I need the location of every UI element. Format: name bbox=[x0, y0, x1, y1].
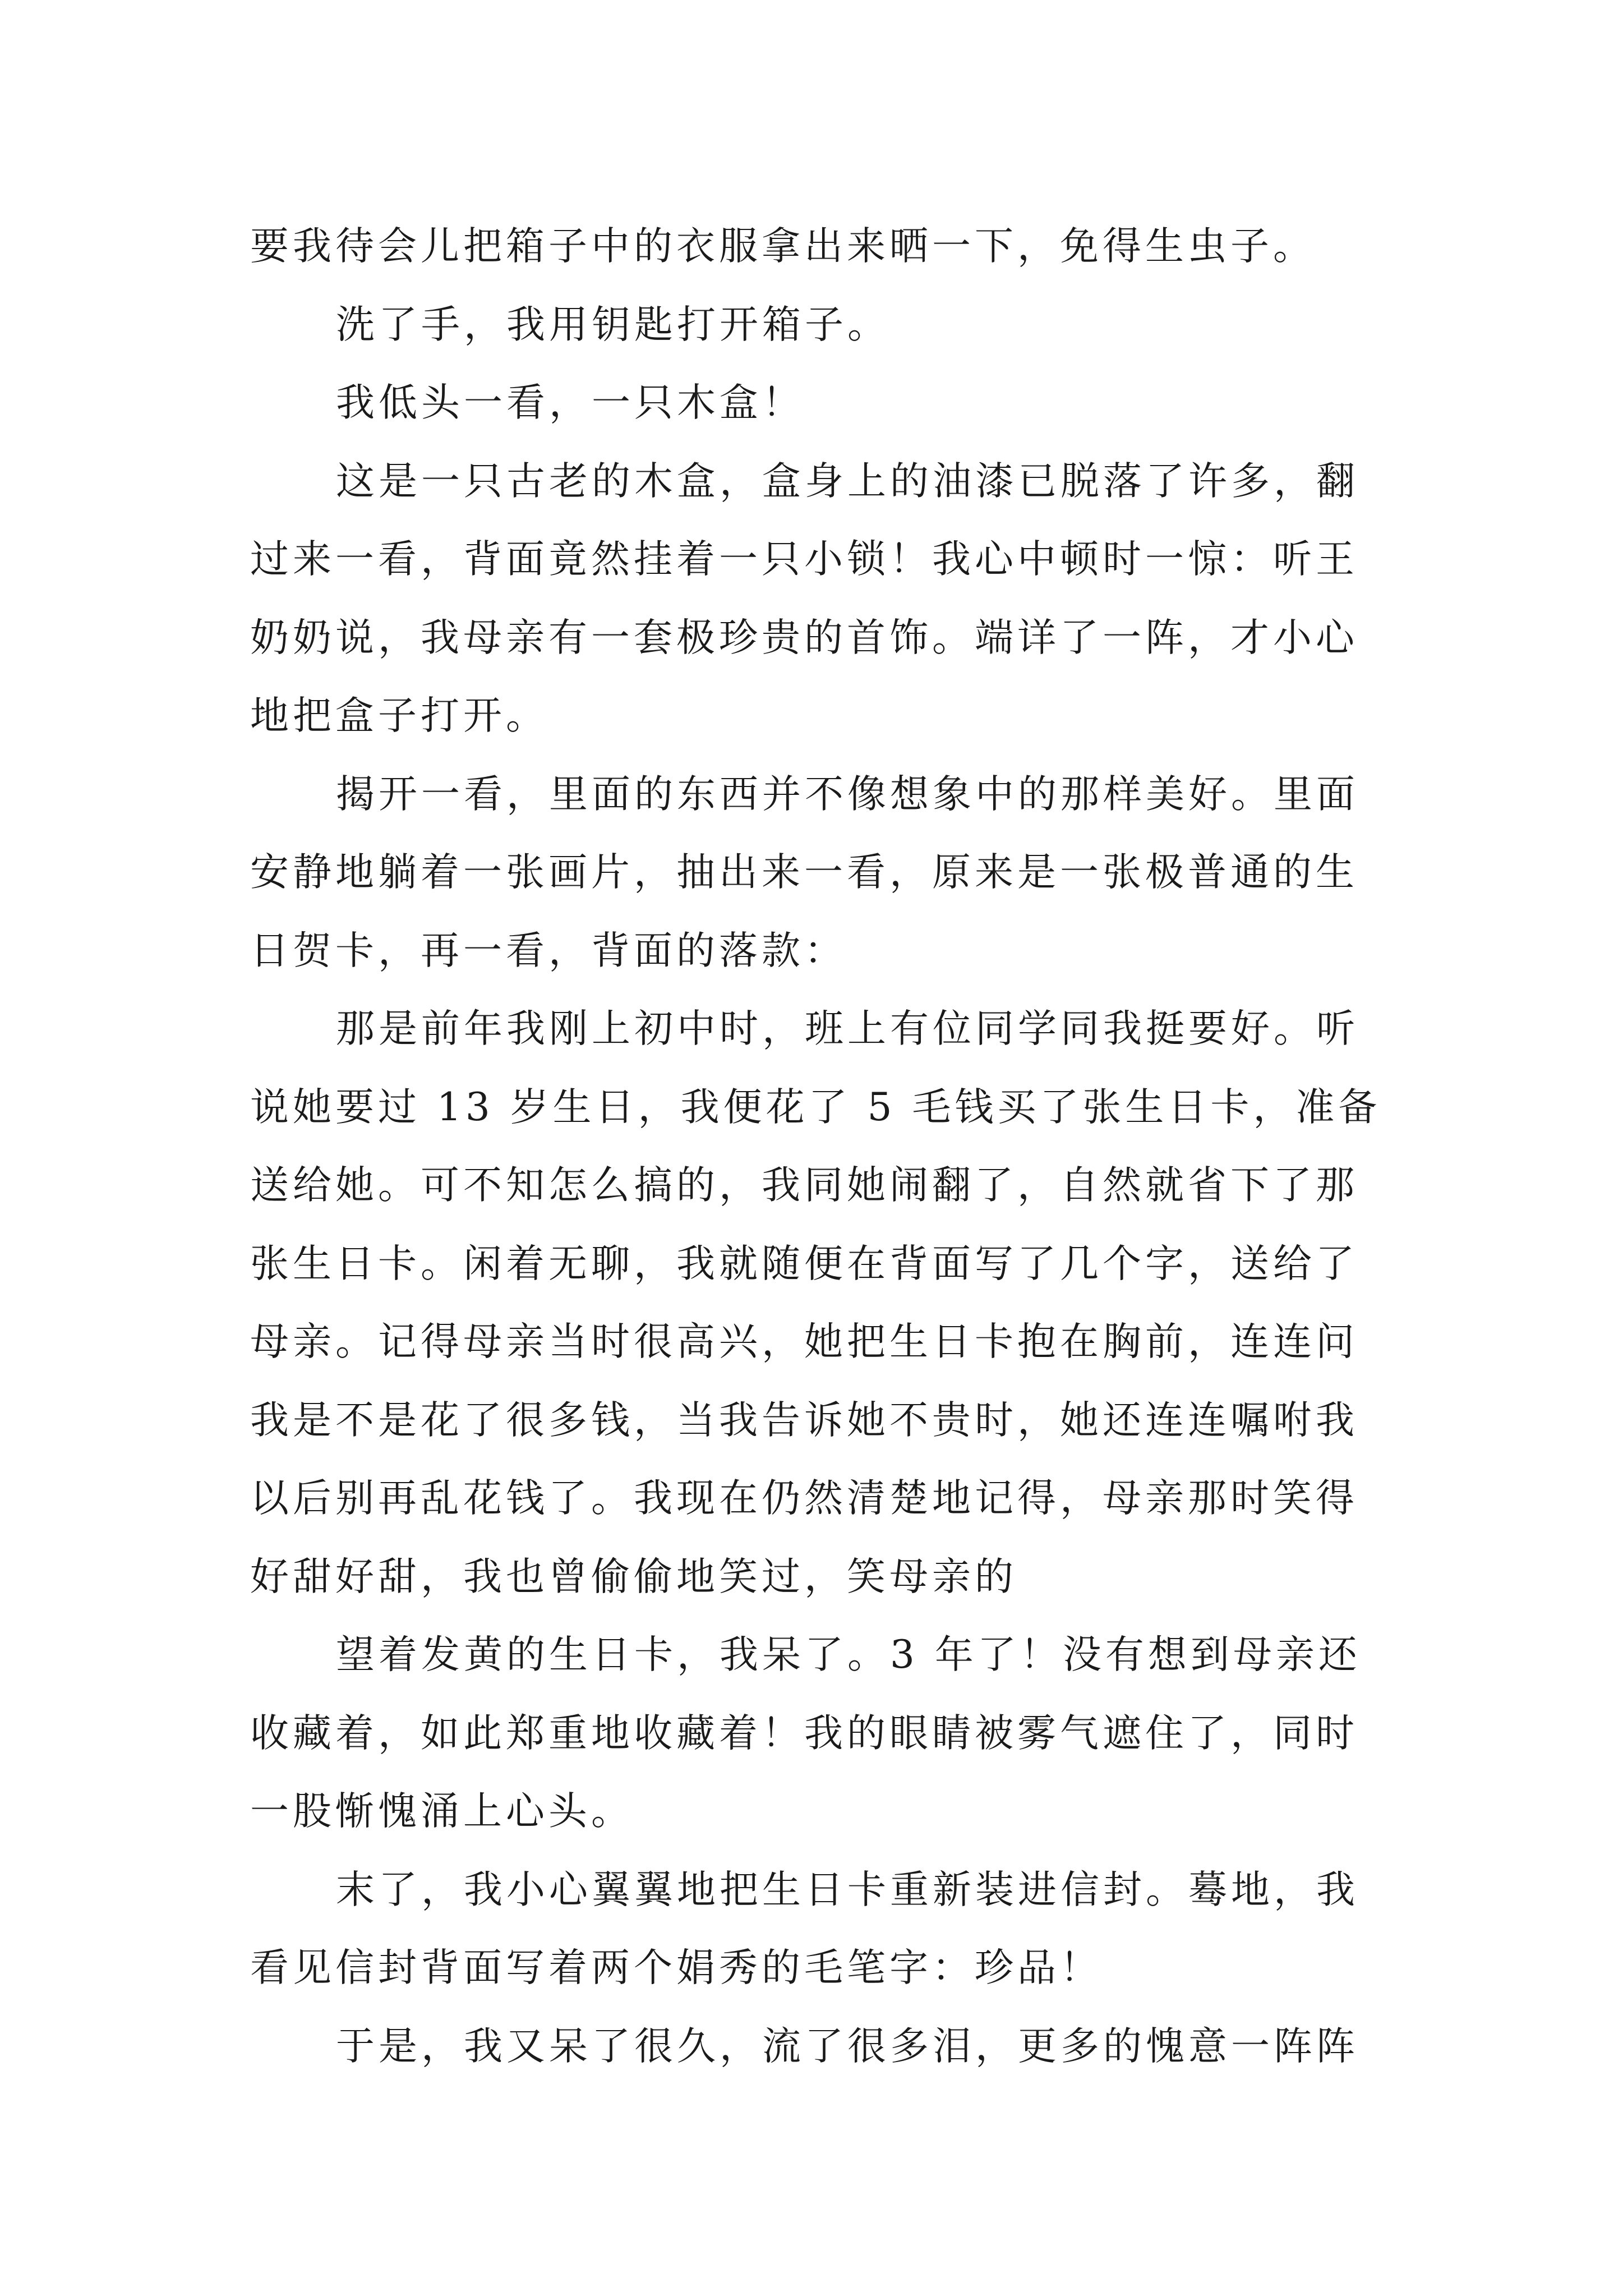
text-line: 看见信封背面写着两个娟秀的毛笔字：珍品！ bbox=[250, 1945, 1103, 1990]
text-line: 日贺卡，再一看，背面的落款： bbox=[250, 928, 847, 973]
text-line: 洗了手，我用钥匙打开箱子。 bbox=[336, 302, 890, 347]
text-line: 母亲。记得母亲当时很高兴，她把生日卡抱在胸前，连连问 bbox=[250, 1319, 1358, 1364]
text-line: 望着发黄的生日卡，我呆了。3 年了！没有想到母亲还 bbox=[336, 1632, 1361, 1677]
text-line: 以后别再乱花钱了。我现在仍然清楚地记得，母亲那时笑得 bbox=[250, 1476, 1358, 1521]
body-text bbox=[250, 208, 1383, 2086]
text-line: 过来一看，背面竟然挂着一只小锁！我心中顿时一惊：听王 bbox=[250, 537, 1358, 582]
text-line: 那是前年我刚上初中时，班上有位同学同我挺要好。听 bbox=[336, 1006, 1359, 1051]
text-line: 这是一只古老的木盒，盒身上的油漆已脱落了许多，翻 bbox=[336, 458, 1359, 504]
text-line: 一股惭愧涌上心头。 bbox=[250, 1789, 634, 1834]
text-line: 于是，我又呆了很久，流了很多泪，更多的愧意一阵阵 bbox=[336, 2023, 1359, 2069]
text-line: 好甜好甜，我也曾偷偷地笑过，笑母亲的 bbox=[250, 1554, 1017, 1599]
text-line: 送给她。可不知怎么搞的，我同她闹翻了，自然就省下了那 bbox=[250, 1163, 1358, 1208]
text-line: 张生日卡。闲着无聊，我就随便在背面写了几个字，送给了 bbox=[250, 1241, 1358, 1286]
text-line: 末了，我小心翼翼地把生日卡重新装进信封。蓦地，我 bbox=[336, 1867, 1359, 1912]
text-line: 地把盒子打开。 bbox=[250, 693, 548, 738]
text-line: 奶奶说，我母亲有一套极珍贵的首饰。端详了一阵，才小心 bbox=[250, 615, 1358, 660]
text-line: 我是不是花了很多钱，当我告诉她不贵时，她还连连嘱咐我 bbox=[250, 1397, 1358, 1443]
text-line: 安静地躺着一张画片，抽出来一看，原来是一张极普通的生 bbox=[250, 850, 1358, 895]
text-line: 要我待会儿把箱子中的衣服拿出来晒一下，免得生虫子。 bbox=[250, 224, 1316, 269]
text-line: 说她要过 13 岁生日，我便花了 5 毛钱买了张生日卡，准备 bbox=[250, 1084, 1381, 1130]
text-line: 揭开一看，里面的东西并不像想象中的那样美好。里面 bbox=[336, 771, 1359, 817]
text-line: 我低头一看，一只木盒！ bbox=[336, 380, 805, 425]
text-line: 收藏着，如此郑重地收藏着！我的眼睛被雾气遮住了，同时 bbox=[250, 1710, 1358, 1756]
